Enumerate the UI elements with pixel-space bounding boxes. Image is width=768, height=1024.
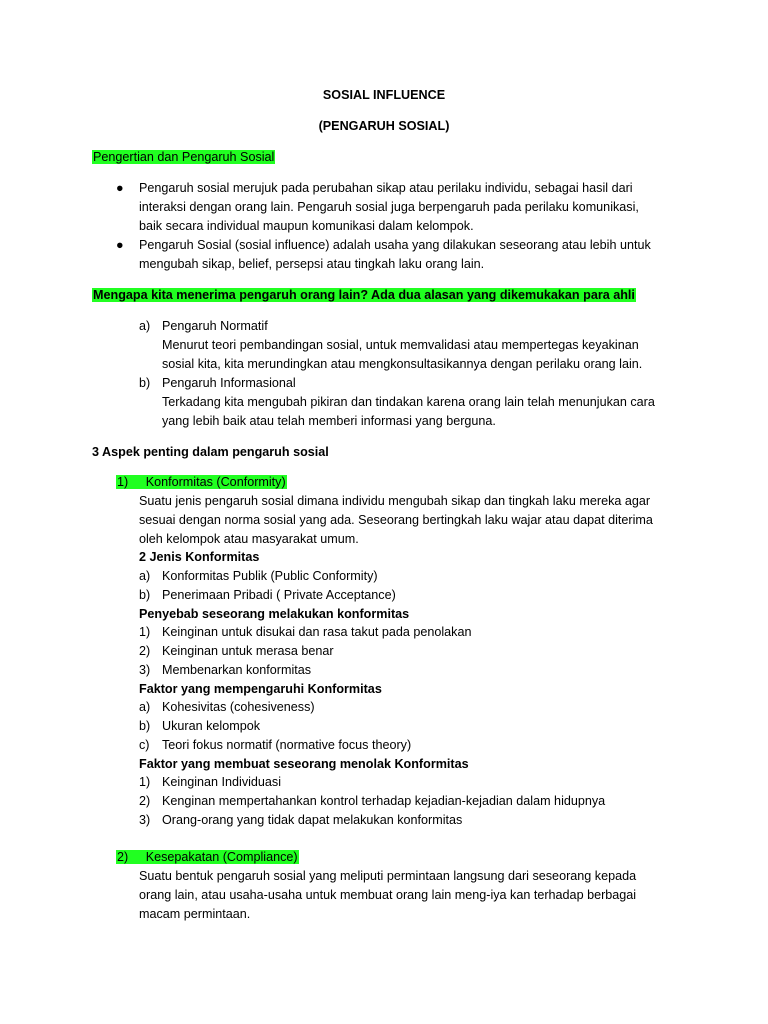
paragraph-line: yang lebih baik atau telah memberi informasi yang berguna.	[162, 414, 496, 428]
paragraph-line: orang lain, atau usaha-usaha untuk membuat orang lain meng-iya kan terhadap berbagai	[139, 888, 637, 902]
list-item-konformitas	[116, 474, 287, 491]
list-item: Kenginan mempertahankan kontrol terhadap kejadian-kejadian dalam hidupnya	[162, 794, 606, 808]
list-item-title: Kesepakatan (Compliance)	[145, 850, 298, 864]
paragraph-line: macam permintaan.	[139, 907, 251, 921]
section-heading-pengertian: Pengertian dan Pengaruh Sosial	[93, 150, 275, 164]
paragraph-line: mengubah sikap, belief, persepsi atau tingkah laku orang lain.	[139, 257, 485, 271]
paragraph-line: Terkadang kita mengubah pikiran dan tindakan karena orang lain telah menunjukan cara	[162, 395, 655, 409]
list-marker: c)	[139, 738, 150, 752]
paragraph-line: sosial kita, kita merundingkan atau mengkonsultasikannya dengan perilaku orang lain.	[162, 357, 643, 371]
list-item: Membenarkan konformitas	[162, 663, 312, 677]
list-marker: 2)	[139, 644, 151, 658]
bullet-icon: ●	[116, 238, 124, 252]
list-marker: a)	[139, 319, 151, 333]
subheading-faktor: Faktor yang mempengaruhi Konformitas	[139, 682, 382, 696]
list-item: Konformitas Publik (Public Conformity)	[162, 569, 378, 583]
list-marker: 1)	[139, 625, 151, 639]
paragraph-line: oleh kelompok atau masyarakat umum.	[139, 532, 359, 546]
list-item: Orang-orang yang tidak dapat melakukan konformitas	[162, 813, 463, 827]
list-marker: 3)	[139, 663, 151, 677]
list-marker: 1)	[139, 775, 151, 789]
list-marker: b)	[139, 719, 151, 733]
paragraph-line: Menurut teori pembandingan sosial, untuk memvalidasi atau mempertegas keyakinan	[162, 338, 639, 352]
paragraph-line: Suatu jenis pengaruh sosial dimana individu mengubah sikap dan tingkah laku mereka agar	[139, 494, 651, 508]
list-marker: 2)	[139, 794, 151, 808]
list-item-title: Pengaruh Informasional	[162, 376, 296, 390]
list-item: Keinginan untuk merasa benar	[162, 644, 334, 658]
list-item: Kohesivitas (cohesiveness)	[162, 700, 315, 714]
subheading-penyebab: Penyebab seseorang melakukan konformitas	[139, 607, 410, 621]
list-marker: b)	[139, 376, 151, 390]
list-item-title: Konformitas (Conformity)	[145, 475, 286, 489]
paragraph-line: baik secara individual maupun komunikasi dalam kelompok.	[139, 219, 474, 233]
paragraph-line: interaksi dengan orang lain. Pengaruh sosial juga berpengaruh pada perilaku komunikasi,	[139, 200, 639, 214]
document-title: SOSIAL INFLUENCE	[322, 88, 446, 102]
subheading-menolak: Faktor yang membuat seseorang menolak Konformitas	[139, 757, 469, 771]
subheading-jenis: 2 Jenis Konformitas	[139, 550, 260, 564]
paragraph-line: Pengaruh sosial merujuk pada perubahan sikap atau perilaku individu, sebagai hasil dari	[139, 181, 633, 195]
list-item: Keinginan untuk disukai dan rasa takut pada penolakan	[162, 625, 472, 639]
list-marker: a)	[139, 569, 151, 583]
paragraph-line: Pengaruh Sosial (sosial influence) adalah usaha yang dilakukan seseorang atau lebih untuk	[139, 238, 651, 252]
list-marker: b)	[139, 588, 151, 602]
list-marker: 2)	[117, 850, 129, 864]
list-marker: 1)	[117, 475, 129, 489]
section-heading-mengapa: Mengapa kita menerima pengaruh orang lain? Ada dua alasan yang dikemukakan para ahli	[93, 288, 635, 302]
list-item: Ukuran kelompok	[162, 719, 260, 733]
list-marker: a)	[139, 700, 151, 714]
list-item: Keinginan Individuasi	[162, 775, 282, 789]
paragraph-line: Suatu bentuk pengaruh sosial yang meliputi permintaan langsung dari seseorang kepada	[139, 869, 637, 883]
list-marker: 3)	[139, 813, 151, 827]
list-item-kesepakatan	[116, 849, 299, 866]
list-item: Penerimaan Pribadi ( Private Acceptance)	[162, 588, 396, 602]
section-heading-aspek: 3 Aspek penting dalam pengaruh sosial	[92, 445, 329, 459]
list-item: Teori fokus normatif (normative focus theory)	[162, 738, 412, 752]
list-item-title: Pengaruh Normatif	[162, 319, 268, 333]
document-subtitle: (PENGARUH SOSIAL)	[318, 119, 450, 133]
paragraph-line: sesuai dengan norma sosial yang ada. Seseorang bertingkah laku wajar atau dapat diterima	[139, 513, 653, 527]
bullet-icon: ●	[116, 181, 124, 195]
